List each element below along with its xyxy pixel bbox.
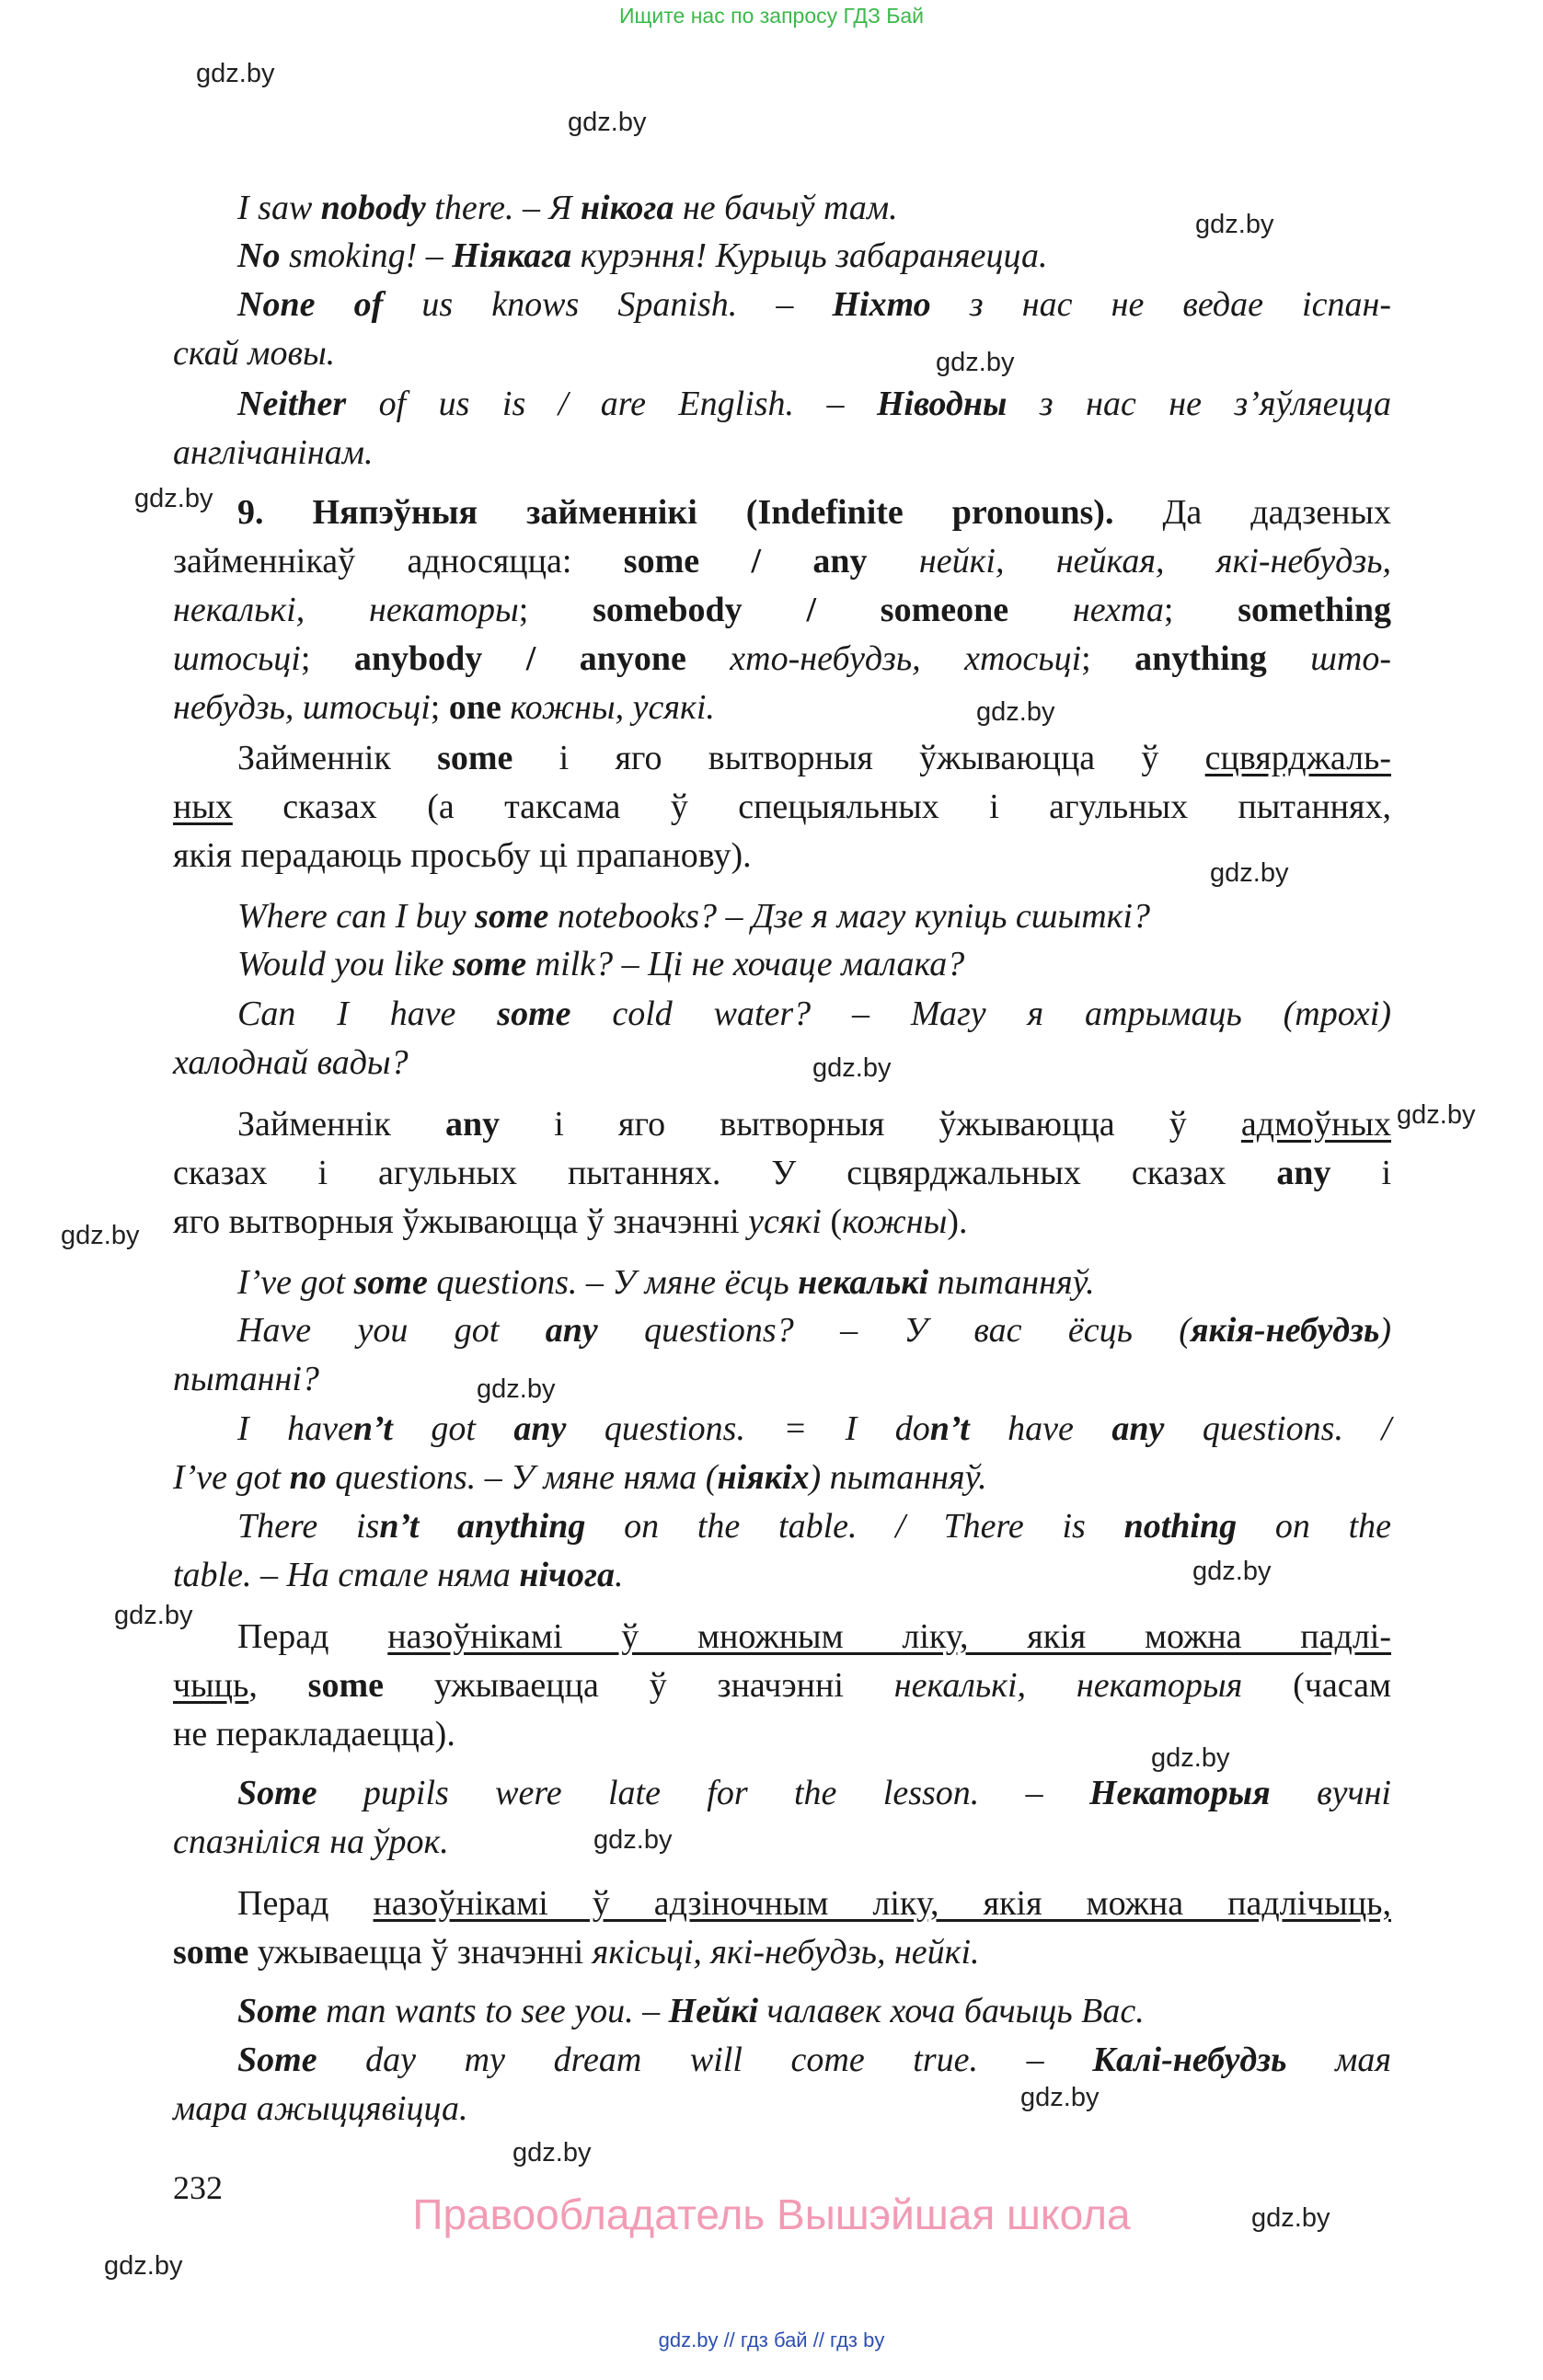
paragraph <box>173 1769 1391 1867</box>
text-segment: Некаторыя <box>1088 1774 1271 1812</box>
text-segment: яго вытворныя ўжываюцца ў значэнні <box>173 1202 749 1241</box>
text-segment: there. – Я <box>425 189 581 227</box>
text-segment: any <box>545 1311 598 1350</box>
text-segment: чалавек хоча бачыць Вас. <box>758 1992 1145 2030</box>
text-segment: on the <box>1237 1507 1391 1546</box>
paragraph <box>173 1306 1391 1404</box>
text-segment: Some <box>237 2041 317 2079</box>
gdz-watermark: gdz.by <box>104 2251 183 2281</box>
text-segment: no <box>289 1458 327 1497</box>
text-line <box>173 1818 1391 1867</box>
text-line <box>173 380 1391 429</box>
text-line <box>173 329 1391 378</box>
text-segment: назоўнікамі ў адзіночным ліку, якія можна падлічыць, <box>373 1884 1391 1923</box>
text-segment: I’ve got <box>237 1263 354 1302</box>
text-line <box>173 1502 1391 1551</box>
text-segment: не бачыў там. <box>674 189 898 227</box>
page-number: 232 <box>173 2169 223 2206</box>
text-segment: us knows Spanish. – <box>383 285 833 324</box>
text-segment: нейкі, нейкая, які-небудзь, <box>867 542 1391 581</box>
text-segment: some <box>452 945 527 983</box>
text-segment: скай мовы. <box>173 334 336 373</box>
text-segment: некалькі, некаторы <box>173 591 519 629</box>
text-segment: чыць <box>173 1666 249 1705</box>
text-segment: table. – На стале няма <box>173 1556 520 1594</box>
text-segment: some <box>475 897 549 936</box>
text-segment: I’ve got <box>173 1458 290 1497</box>
text-line <box>173 832 1391 880</box>
text-line <box>173 537 1391 586</box>
text-segment: сказах (а таксама ў спецыяльных і агульных пытаннях, <box>232 788 1391 826</box>
text-segment: курэння! Курыць забараняецца. <box>571 236 1048 275</box>
text-segment: some <box>437 739 513 777</box>
gdz-watermark: gdz.by <box>1020 2083 1100 2112</box>
gdz-watermark: gdz.by <box>1251 2203 1330 2233</box>
footer-links: gdz.by // гдз бай // гдз by <box>658 2328 885 2351</box>
text-segment: ( <box>821 1202 842 1241</box>
text-line <box>173 489 1391 537</box>
text-segment: ; <box>1163 591 1238 629</box>
gdz-watermark: gdz.by <box>61 1221 140 1250</box>
text-segment: Neither <box>237 385 347 423</box>
text-segment: Can I have <box>237 995 498 1033</box>
text-segment: нехта <box>1008 591 1164 629</box>
text-segment: Ніхто <box>832 285 931 324</box>
text-segment: займеннікаў адносяцца: <box>173 542 624 581</box>
paragraph <box>173 1259 1391 1307</box>
paragraph <box>173 380 1391 477</box>
text-segment: Would you like <box>237 945 453 983</box>
text-segment: ; <box>1081 639 1135 678</box>
gdz-watermark: gdz.by <box>512 2138 592 2167</box>
text-line <box>173 1928 1391 1977</box>
text-line <box>173 990 1391 1039</box>
text-segment: Some <box>237 1992 317 2030</box>
paragraph <box>173 734 1391 880</box>
text-segment: якісьці, які-небудзь, нейкі. <box>592 1933 980 1972</box>
gdz-watermark: gdz.by <box>477 1374 556 1404</box>
text-segment: ; <box>518 591 593 629</box>
text-segment: pupils were late for the lesson. – <box>317 1774 1089 1812</box>
paragraph <box>173 892 1391 941</box>
text-segment: one <box>448 688 501 727</box>
text-line <box>173 1198 1391 1247</box>
text-segment: адмоўных <box>1240 1105 1391 1144</box>
gdz-watermark: gdz.by <box>1192 1557 1272 1586</box>
text-segment: have <box>969 1409 1112 1448</box>
text-segment: ) пытанняў. <box>809 1458 987 1497</box>
gdz-watermark: gdz.by <box>812 1053 892 1083</box>
text-segment: got <box>392 1409 514 1448</box>
text-segment: Ніякага <box>452 236 572 275</box>
text-segment: кожны <box>841 1202 948 1241</box>
text-segment: усякі <box>748 1202 822 1241</box>
gdz-watermark: gdz.by <box>1151 1743 1230 1773</box>
paragraph <box>173 2036 1391 2133</box>
text-line <box>173 1259 1391 1307</box>
text-line <box>173 734 1391 783</box>
text-segment: ніякіх <box>717 1458 810 1497</box>
text-segment: questions. – У мяне ёсць <box>427 1263 799 1302</box>
text-segment: якія перадаюць просьбу ці прапанову). <box>173 836 752 875</box>
text-segment: некалькі, некаторыя <box>893 1666 1243 1705</box>
text-segment: some / any <box>623 542 868 581</box>
text-line <box>173 1039 1391 1087</box>
text-segment: ужываецца ў значэнні <box>383 1666 894 1705</box>
text-line <box>173 281 1391 329</box>
paragraph <box>173 1613 1391 1759</box>
text-line <box>173 1306 1391 1355</box>
text-segment: якія-небудзь <box>1190 1311 1380 1350</box>
gdz-watermark: gdz.by <box>134 484 213 513</box>
text-segment: небудзь, штосьці <box>173 688 431 727</box>
text-segment: I have <box>237 1409 353 1448</box>
paragraph <box>173 990 1391 1087</box>
text-segment: some <box>497 995 571 1033</box>
text-segment: ужываецца ў значэнні <box>248 1933 593 1972</box>
text-segment: Ніводны <box>876 385 1008 423</box>
text-line <box>173 635 1391 684</box>
search-hint-banner: Ищите нас по запросу ГДЗ Бай <box>618 4 925 28</box>
text-line <box>173 2085 1391 2133</box>
text-segment: any <box>513 1409 567 1448</box>
paragraph <box>173 1100 1391 1247</box>
text-segment: some <box>173 1933 249 1972</box>
text-segment: Where can I buy <box>237 897 476 936</box>
paragraph <box>173 940 1391 989</box>
text-line <box>173 1100 1391 1149</box>
text-segment: Займеннік <box>237 739 438 777</box>
text-segment: хто-небудзь, хтосьці <box>685 639 1082 678</box>
text-segment: man wants to see you. – <box>317 1992 669 2030</box>
text-segment: Перад <box>237 1884 374 1923</box>
text-line <box>173 586 1391 635</box>
text-segment: questions. – У мяне няма ( <box>326 1458 718 1497</box>
text-segment: n’t <box>352 1409 393 1448</box>
text-segment: any <box>445 1105 501 1144</box>
text-segment: англічанінам. <box>173 433 374 472</box>
text-segment: any <box>1111 1409 1165 1448</box>
text-line <box>173 2036 1391 2085</box>
text-segment: somebody / someone <box>593 591 1009 629</box>
text-segment: some <box>353 1263 428 1302</box>
gdz-watermark: gdz.by <box>568 108 647 137</box>
gdz-watermark: gdz.by <box>593 1825 673 1855</box>
text-segment: не перакладаецца). <box>173 1715 455 1753</box>
text-segment: Have you got <box>237 1311 546 1350</box>
text-line <box>173 1987 1391 2036</box>
text-segment: anybody / anyone <box>353 639 686 678</box>
text-segment: anything <box>1134 639 1267 678</box>
text-line <box>173 1149 1391 1198</box>
text-line <box>173 1405 1391 1454</box>
text-segment: n’t anything <box>379 1507 586 1546</box>
rights-holder-watermark: Правообладатель Вышэйшая школа <box>412 2190 1131 2238</box>
text-line <box>173 1769 1391 1818</box>
text-line <box>173 1613 1391 1661</box>
paragraph <box>173 489 1391 732</box>
text-line <box>173 940 1391 989</box>
text-line <box>173 429 1391 477</box>
text-segment: і <box>1330 1154 1391 1192</box>
text-segment: . <box>615 1556 624 1594</box>
gdz-watermark: gdz.by <box>196 59 275 88</box>
text-segment: назоўнікамі ў множным ліку, якія можна падлі- <box>387 1617 1391 1656</box>
text-segment: , <box>248 1666 308 1705</box>
text-line <box>173 1661 1391 1710</box>
text-segment: што- <box>1266 639 1391 678</box>
text-segment: any <box>1276 1154 1331 1192</box>
text-line <box>173 684 1391 732</box>
gdz-watermark: gdz.by <box>936 348 1015 377</box>
paragraph <box>173 1880 1391 1977</box>
text-segment: Нейкі <box>668 1992 759 2030</box>
text-segment: (часам <box>1242 1666 1391 1705</box>
text-segment: nobody <box>320 189 426 227</box>
text-segment: smoking! – <box>280 236 453 275</box>
text-segment: of us is / are English. – <box>346 385 877 423</box>
text-segment: халоднай вады? <box>173 1043 409 1082</box>
gdz-watermark: gdz.by <box>1195 210 1274 239</box>
text-segment: штосьці <box>173 639 301 678</box>
text-segment: спазніліся на ўрок. <box>173 1822 449 1861</box>
text-segment: сцвярджаль- <box>1204 739 1392 777</box>
text-segment: сказах і агульных пытаннях. У сцвярджальных сказах <box>173 1154 1277 1192</box>
paragraph <box>173 281 1391 378</box>
text-segment: nothing <box>1123 1507 1238 1546</box>
text-segment: некалькі <box>798 1263 929 1302</box>
text-segment: day my dream will come true. – <box>317 2041 1093 2079</box>
text-segment: n’t <box>929 1409 970 1448</box>
text-segment: мая <box>1286 2041 1391 2079</box>
text-segment: пытанняў. <box>928 1263 1095 1302</box>
text-segment: notebooks? – Дзе я магу купіць сшыткі? <box>548 897 1150 936</box>
gdz-watermark: gdz.by <box>976 697 1055 727</box>
text-segment: Калі-небудзь <box>1092 2041 1287 2079</box>
text-segment: questions. = I do <box>566 1409 930 1448</box>
text-segment: і яго вытворныя ўжываюцца ў <box>512 739 1205 777</box>
text-segment: cold water? – Магу я атрымаць (трохі) <box>570 995 1392 1033</box>
text-segment: кожны, усякі. <box>501 688 715 727</box>
gdz-watermark: gdz.by <box>1210 858 1289 888</box>
gdz-watermark: gdz.by <box>114 1601 193 1630</box>
text-segment: з нас не ведае іспан- <box>930 285 1391 324</box>
text-segment: some <box>307 1666 384 1705</box>
paragraph <box>173 1987 1391 2036</box>
text-segment: None of <box>237 285 384 324</box>
text-line <box>173 783 1391 832</box>
text-segment: Some <box>237 1774 317 1812</box>
text-segment: ). <box>947 1202 968 1241</box>
paragraph <box>173 1405 1391 1502</box>
text-segment: 9. Няпэўныя займеннікі (Indefinite pronouns). <box>237 493 1114 532</box>
text-segment: ных <box>173 788 233 826</box>
text-segment: Перад <box>237 1617 388 1656</box>
text-segment: There is <box>237 1507 380 1546</box>
text-segment: пытанні? <box>173 1360 319 1398</box>
text-segment: мара ажыццявіцца. <box>173 2089 468 2128</box>
text-segment: milk? – Ці не хочаце малака? <box>526 945 965 983</box>
text-line <box>173 1355 1391 1404</box>
text-segment: Займеннік <box>237 1105 445 1144</box>
text-segment: нічога <box>519 1556 615 1594</box>
text-segment: з нас не з’яўляецца <box>1007 385 1392 423</box>
text-segment: ; <box>430 688 449 727</box>
text-segment: ; <box>300 639 354 678</box>
text-segment: і яго вытворныя ўжываюцца ў <box>500 1105 1241 1144</box>
text-segment: I saw <box>237 189 321 227</box>
text-segment: questions. / <box>1164 1409 1392 1448</box>
text-segment: on the table. / There is <box>585 1507 1124 1546</box>
text-segment: ) <box>1379 1311 1391 1350</box>
text-line <box>173 892 1391 941</box>
text-segment: No <box>237 236 281 275</box>
gdz-watermark: gdz.by <box>1397 1100 1476 1130</box>
text-segment: нікога <box>580 189 674 227</box>
text-segment: something <box>1238 591 1391 629</box>
text-line <box>173 1454 1391 1502</box>
text-line <box>173 1880 1391 1928</box>
text-segment: вучні <box>1270 1774 1391 1812</box>
text-segment: Да дадзеных <box>1113 493 1391 532</box>
text-segment: questions? – У вас ёсць ( <box>597 1311 1191 1350</box>
